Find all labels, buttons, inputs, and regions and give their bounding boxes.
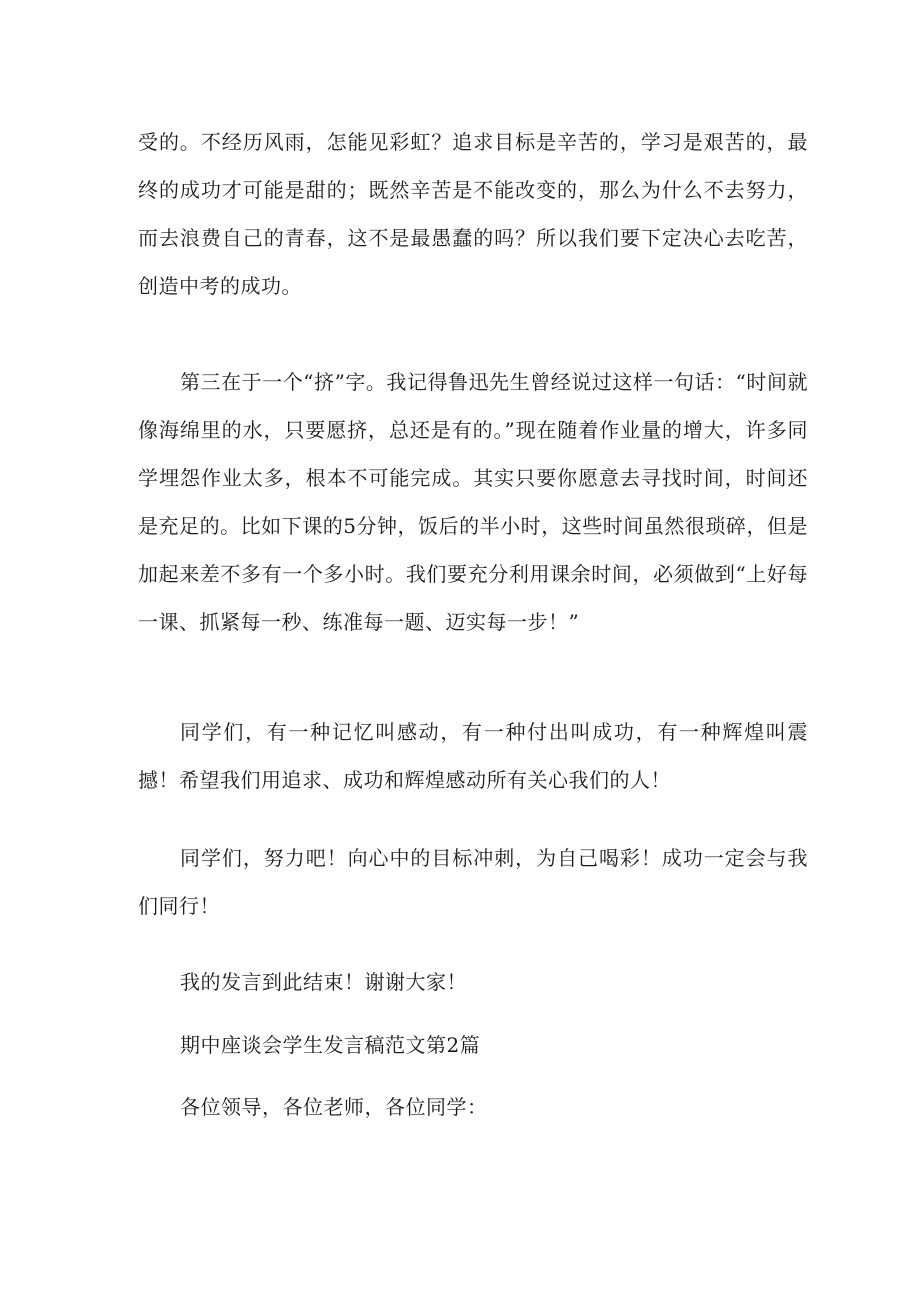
salutation-line: 各位领导，各位老师，各位同学：	[180, 1095, 488, 1119]
paragraph-work-hard: 同学们，努力吧！向心中的目标冲刺，为自己喝彩！成功一定会与我们同行！	[138, 846, 808, 918]
paragraph-continuation: 受的。不经历风雨，怎能见彩虹？追求目标是辛苦的，学习是艰苦的，最终的成功才可能是甜的；既然辛苦是不能改变的，那么为什么不去努力，而去浪费自己的青春，这不是最愚蠢的吗？所以我们要下定决心去吃苦，创造中考的成功。	[138, 130, 808, 298]
closing-line: 我的发言到此结束！谢谢大家！	[180, 970, 467, 994]
paragraph-memory-moved: 同学们，有一种记忆叫感动，有一种付出叫成功，有一种辉煌叫震撼！希望我们用追求、成功和辉煌感动所有关心我们的人！	[138, 720, 808, 792]
article-title: 期中座谈会学生发言稿范文第2篇	[180, 1033, 481, 1057]
paragraph-squeeze-time: 第三在于一个“挤”字。我记得鲁迅先生曾经说过这样一句话：“时间就像海绵里的水，只要愿挤，总还是有的。”现在随着作业量的增大，许多同学埋怨作业太多，根本不可能完成。其实只要你愿意去寻找时间，时间还是充足的。比如下课的5分钟，饭后的半小时，这些时间虽然很琐碎，但是加起来差不多有一个多小时。我们要充分利用课余时间，必须做到“上好每一课、抓紧每一秒、练准每一题、迈实每一步！”	[138, 370, 808, 634]
